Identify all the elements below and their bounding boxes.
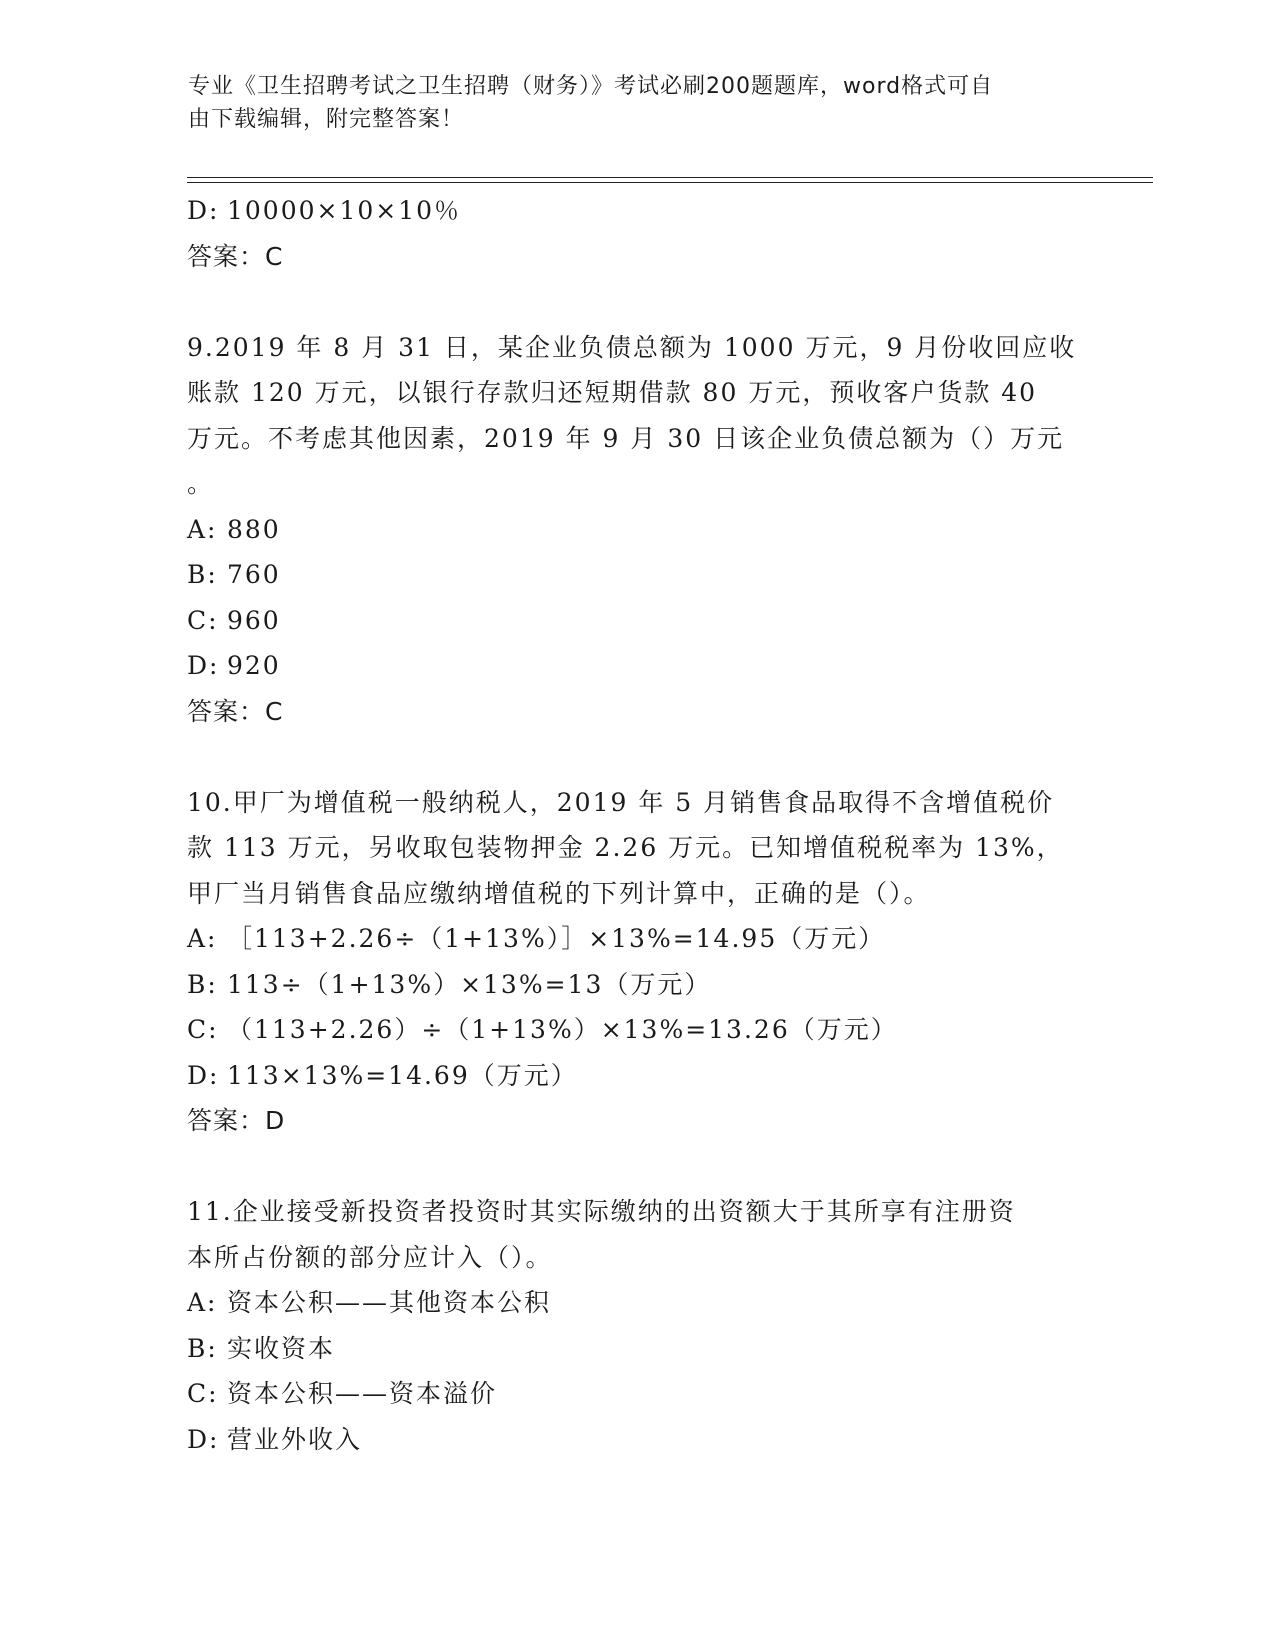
answer: 答案：D — [187, 1106, 286, 1135]
spacer — [187, 1144, 1087, 1190]
option-label: A: — [187, 1288, 218, 1317]
option-c — [187, 1371, 1087, 1417]
question-11 — [187, 1189, 1087, 1462]
question-text-line: 万元。不考虑其他因素，2019 年 9 月 30 日该企业负债总额为（）万元 — [187, 423, 1065, 453]
prev-option-d — [187, 188, 1087, 234]
option-a — [187, 916, 1087, 962]
option-label: D: — [187, 1060, 220, 1090]
option-c — [187, 598, 1087, 644]
option-text: （113+2.26）÷（1+13%）×13%=13.26（万元） — [227, 1015, 898, 1044]
header-line-1: 专业《卫生招聘考试之卫生招聘（财务）》考试必刷200题题库，word格式可自 — [188, 74, 994, 99]
question-10 — [187, 780, 1087, 1144]
question-text-line: 本所占份额的部分应计入（）。 — [187, 1242, 553, 1272]
header-divider-bottom — [187, 182, 1153, 183]
option-text: 营业外收入 — [227, 1424, 363, 1454]
option-d — [187, 643, 1087, 689]
question-text-line: 。 — [187, 469, 215, 498]
header-line-2: 由下载编辑，附完整答案！ — [188, 107, 465, 132]
option-label: D: — [187, 651, 220, 680]
option-label: C: — [187, 605, 219, 635]
option-text: 资本公积——其他资本公积 — [227, 1288, 552, 1317]
option-b — [187, 1326, 1087, 1372]
option-b — [187, 552, 1087, 598]
option-text: 10000×10×10％ — [227, 196, 462, 225]
option-label: A: — [187, 924, 218, 953]
option-text: 880 — [227, 514, 281, 544]
question-text-line: 款 113 万元，另收取包装物押金 2.26 万元。已知增值税税率为 13%， — [187, 833, 1064, 862]
question-text-line: 11.企业接受新投资者投资时其实际缴纳的出资额大于其所享有注册资 — [187, 1197, 1016, 1226]
option-label: C: — [187, 1379, 219, 1408]
document-header — [188, 70, 1088, 136]
spacer — [187, 734, 1087, 780]
option-label: B: — [187, 1333, 218, 1363]
prev-answer: 答案：C — [187, 241, 284, 271]
option-text: 资本公积——资本溢价 — [227, 1379, 498, 1408]
option-text: ［113+2.26÷（1+13%）］×13%=14.95（万元） — [227, 924, 886, 953]
question-9 — [187, 325, 1087, 735]
option-label: B: — [187, 560, 218, 589]
option-text: 920 — [227, 651, 281, 680]
option-a — [187, 1280, 1087, 1326]
option-text: 760 — [227, 560, 281, 589]
option-b — [187, 962, 1087, 1008]
question-text-line: 甲厂当月销售食品应缴纳增值税的下列计算中，正确的是（）。 — [187, 878, 931, 908]
option-label: D: — [187, 196, 220, 225]
header-divider-top — [187, 177, 1153, 178]
option-d — [187, 1053, 1087, 1099]
document-body — [187, 188, 1087, 1462]
question-text-line: 账款 120 万元，以银行存款归还短期借款 80 万元，预收客户货款 40 — [187, 378, 1038, 407]
option-text: 113÷（1+13%）×13%=13（万元） — [227, 969, 712, 999]
option-text: 960 — [227, 605, 281, 635]
question-text-line: 10.甲厂为增值税一般纳税人，2019 年 5 月销售食品取得不含增值税价 — [187, 787, 1055, 817]
answer: 答案：C — [187, 696, 284, 726]
option-label: A: — [187, 514, 218, 544]
question-text-line: 9.2019 年 8 月 31 日，某企业负债总额为 1000 万元，9 月份收回应收 — [187, 332, 1077, 362]
option-c — [187, 1007, 1087, 1053]
option-label: C: — [187, 1015, 219, 1044]
option-text: 113×13%=14.69（万元） — [227, 1060, 578, 1090]
option-label: D: — [187, 1424, 220, 1454]
option-text: 实收资本 — [227, 1333, 336, 1363]
option-label: B: — [187, 969, 218, 999]
spacer — [187, 279, 1087, 325]
option-d — [187, 1417, 1087, 1463]
option-a — [187, 507, 1087, 553]
